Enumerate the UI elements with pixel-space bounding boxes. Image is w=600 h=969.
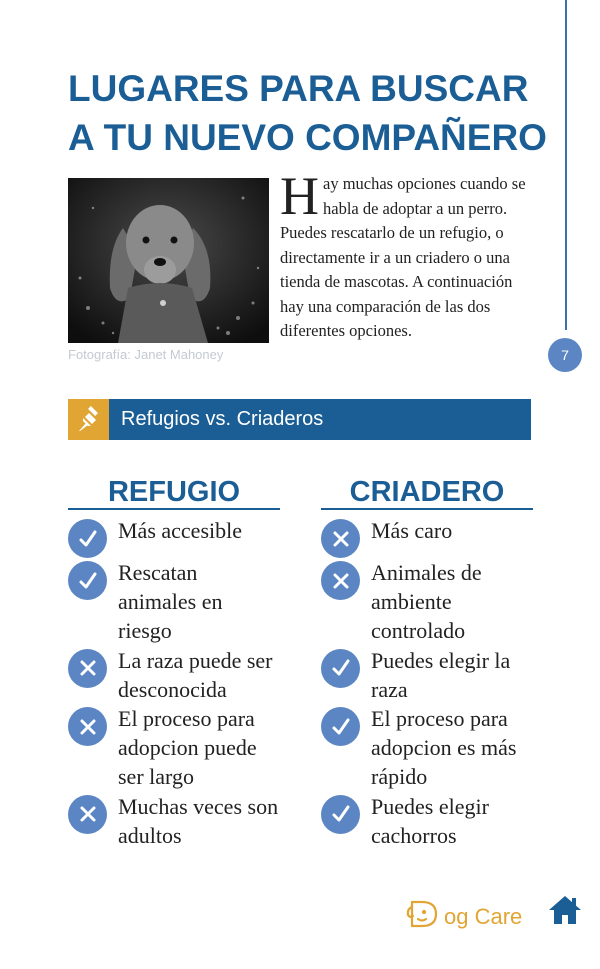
title-line-2: A TU NUEVO COMPAÑERO (68, 117, 547, 158)
page-number-badge (548, 338, 582, 372)
section-banner (68, 399, 531, 440)
list-item (321, 646, 533, 704)
pushpin-icon (68, 399, 109, 440)
list-item (68, 516, 280, 558)
list-item-text: Puedes elegir la raza (371, 647, 511, 702)
list-item-text: El proceso para adopcion es más rápido (371, 706, 517, 790)
criadero-heading: CRIADERO (321, 476, 533, 510)
cross-icon (68, 649, 107, 688)
drop-cap: H (280, 166, 319, 226)
check-icon (321, 795, 360, 834)
banner-label: Refugios vs. Criaderos (121, 408, 324, 430)
list-item (68, 558, 280, 646)
vertical-rule (565, 0, 567, 330)
list-item-text: La raza puede ser desconocida (118, 647, 273, 702)
check-icon (68, 519, 107, 558)
list-item-text: Muchas veces son adultos (118, 793, 279, 848)
check-icon (321, 649, 360, 688)
list-item-text: Más accesible (118, 518, 242, 543)
photo-credit: Fotografía: Janet Mahoney (68, 347, 224, 362)
cross-icon (321, 519, 360, 558)
brand-name: og Care (444, 903, 523, 929)
cross-icon (68, 795, 107, 834)
list-item (68, 646, 280, 704)
intro-paragraph (280, 166, 530, 344)
page-title (68, 64, 548, 162)
refugio-list (68, 516, 280, 850)
page-number: 7 (561, 347, 569, 363)
list-item-text: Más caro (371, 518, 453, 543)
cross-icon (321, 561, 360, 600)
list-item (321, 516, 533, 558)
brand-logo (404, 899, 522, 934)
list-item (321, 792, 533, 850)
title-line-1: LUGARES PARA BUSCAR (68, 68, 529, 109)
criadero-column (321, 476, 533, 850)
list-item (321, 704, 533, 792)
list-item-text: Rescatan animales en riesgo (118, 560, 223, 644)
refugio-column (68, 476, 280, 850)
dog-photo (68, 178, 269, 343)
intro-text: ay muchas opciones cuando se habla de adoptar a un perro. Puedes rescatarlo de un refugio, o directamente ir a un criadero o una tienda de mascotas. A continuación hay una comparación de las dos diferentes opciones. (280, 174, 526, 340)
check-icon (321, 707, 360, 746)
criadero-list (321, 516, 533, 850)
check-icon (68, 561, 107, 600)
list-item (68, 704, 280, 792)
list-item-text: Animales de ambiente controlado (371, 560, 482, 644)
list-item (68, 792, 280, 850)
list-item-text: Puedes elegir cachorros (371, 793, 489, 848)
cross-icon (68, 707, 107, 746)
refugio-heading: REFUGIO (68, 476, 280, 510)
home-icon[interactable] (548, 894, 582, 931)
dog-logo-icon (404, 899, 442, 934)
list-item (321, 558, 533, 646)
list-item-text: El proceso para adopcion puede ser largo (118, 706, 257, 790)
